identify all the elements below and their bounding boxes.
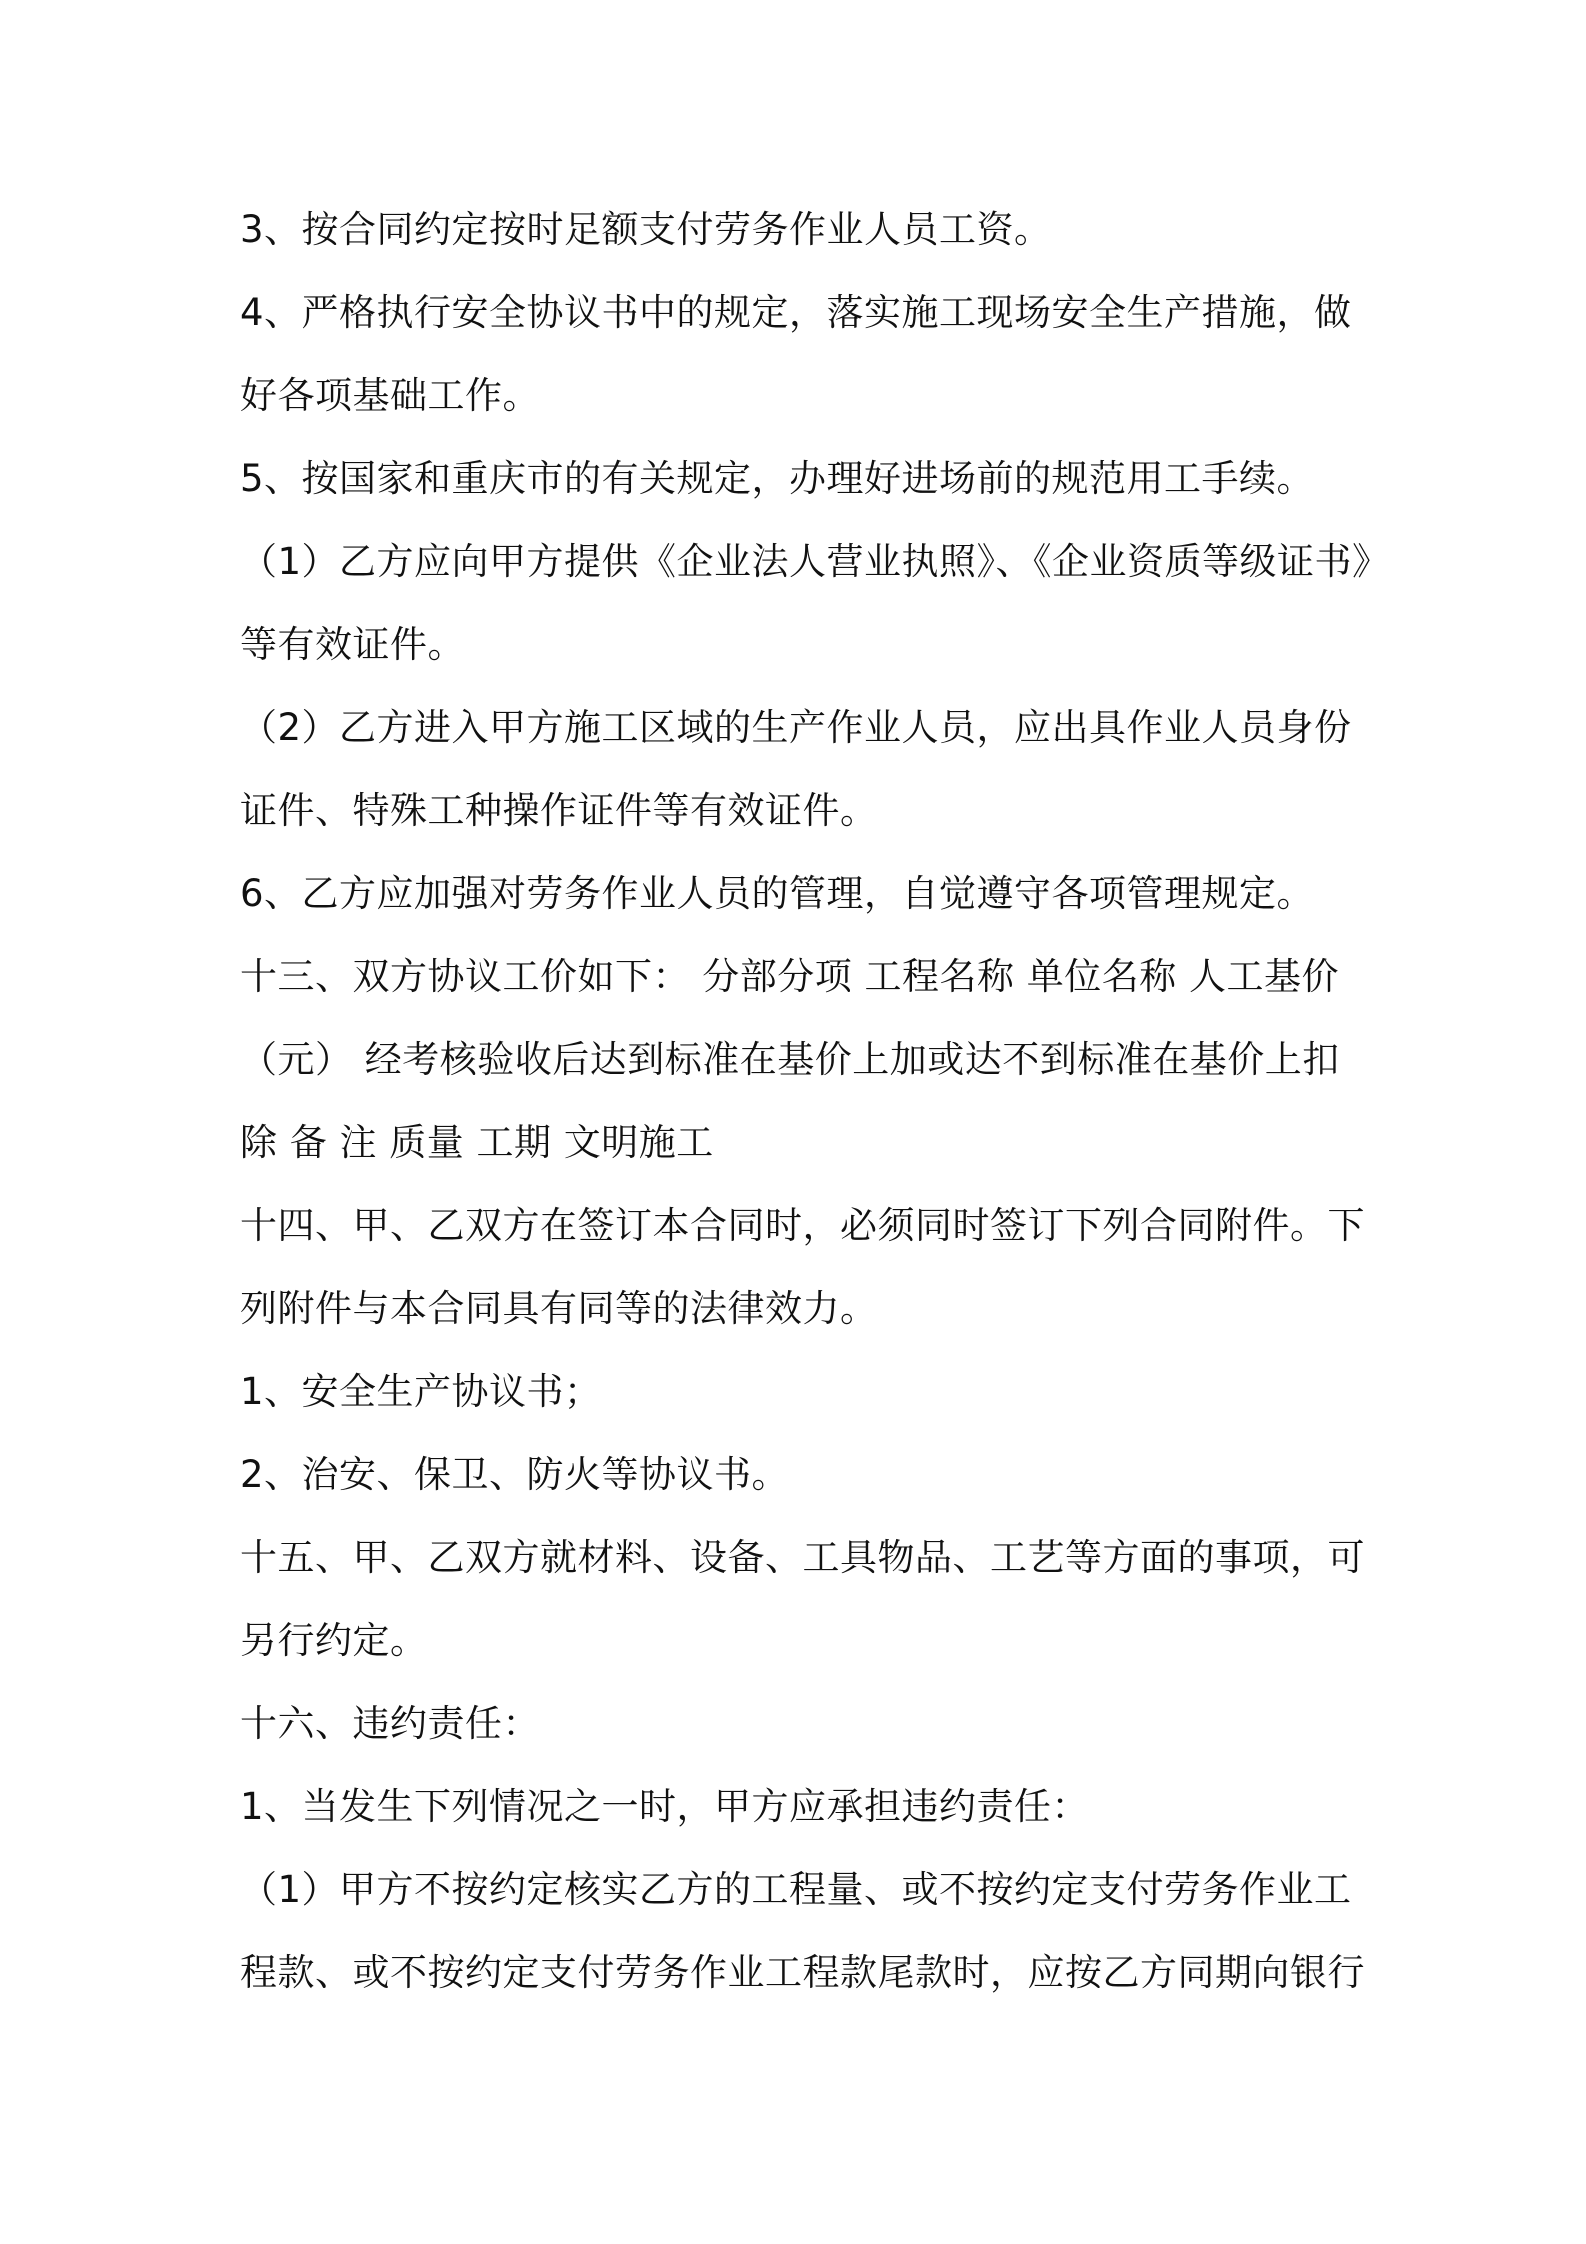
text-line: 另行约定。 [240, 1619, 428, 1662]
text-line: （2）乙方进入甲方施工区域的生产作业人员，应出具作业人员身份 [240, 706, 1352, 749]
text-line: 列附件与本合同具有同等的法律效力。 [240, 1287, 878, 1330]
text-line: 等有效证件。 [240, 623, 465, 666]
text-line: （1）甲方不按约定核实乙方的工程量、或不按约定支付劳务作业工 [240, 1868, 1352, 1911]
text-line: 5、按国家和重庆市的有关规定，办理好进场前的规范用工手续。 [240, 457, 1315, 500]
text-line: 十三、双方协议工价如下： 分部分项 工程名称 单位名称 人工基价 [240, 955, 1340, 998]
text-line: 十四、甲、乙双方在签订本合同时，必须同时签订下列合同附件。下 [240, 1204, 1365, 1247]
document-body [240, 195, 1390, 2021]
text-line: 证件、特殊工种操作证件等有效证件。 [240, 789, 878, 832]
text-line: 好各项基础工作。 [240, 374, 540, 417]
text-line: 十五、甲、乙双方就材料、设备、工具物品、工艺等方面的事项，可 [240, 1536, 1365, 1579]
text-line: 3、按合同约定按时足额支付劳务作业人员工资。 [240, 208, 1052, 251]
text-line: （1）乙方应向甲方提供《企业法人营业执照》、《企业资质等级证书》 [240, 540, 1390, 583]
text-line: 1、安全生产协议书； [240, 1370, 602, 1413]
text-line: 程款、或不按约定支付劳务作业工程款尾款时，应按乙方同期向银行 [240, 1951, 1365, 1994]
text-line: 4、严格执行安全协议书中的规定，落实施工现场安全生产措施，做 [240, 291, 1352, 334]
text-line: 十六、违约责任： [240, 1702, 540, 1745]
text-line: （元） 经考核验收后达到标准在基价上加或达不到标准在基价上扣 [240, 1038, 1340, 1081]
text-line: 2、治安、保卫、防火等协议书。 [240, 1453, 790, 1496]
text-line: 除 备 注 质量 工期 文明施工 [240, 1121, 714, 1164]
text-line: 1、当发生下列情况之一时，甲方应承担违约责任： [240, 1785, 1090, 1828]
text-line: 6、乙方应加强对劳务作业人员的管理，自觉遵守各项管理规定。 [240, 872, 1315, 915]
